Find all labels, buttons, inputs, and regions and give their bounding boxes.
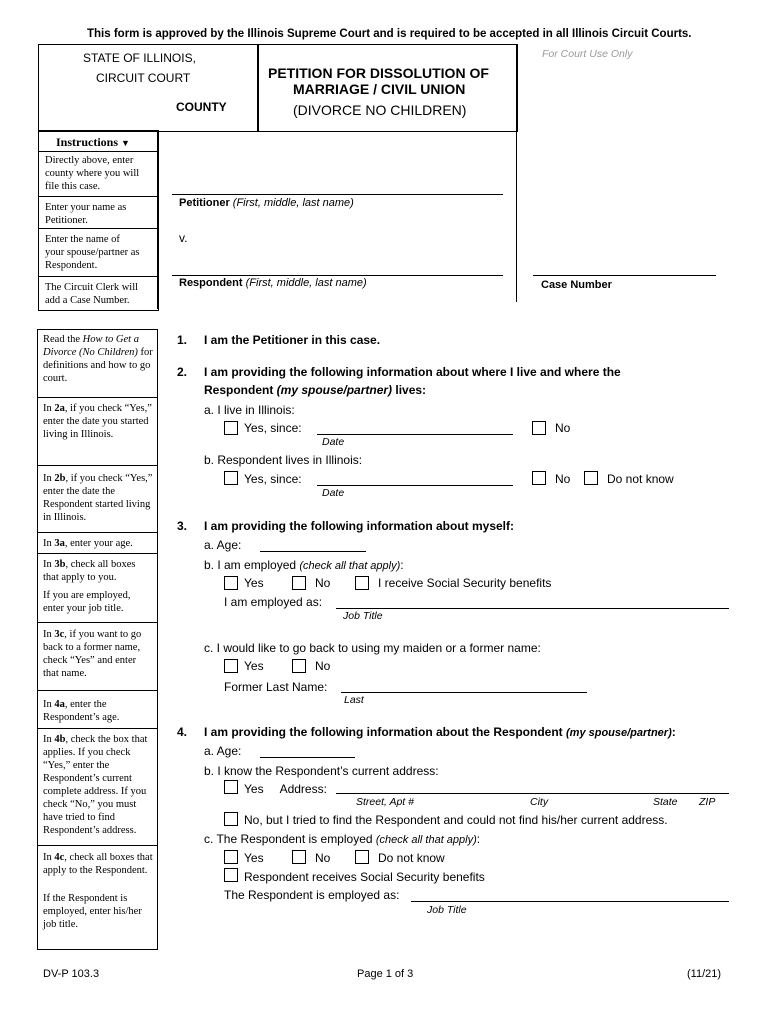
ref: 4c xyxy=(54,852,65,863)
text: c. The Respondent is employed xyxy=(204,832,376,846)
sidebar-note-1 xyxy=(43,333,153,385)
text: , if you check “Yes,” enter the date you started living in Illinois. xyxy=(43,403,152,440)
q3b-job-title-caption: Job Title xyxy=(343,610,383,622)
q4-number: 4. xyxy=(177,725,188,739)
rule xyxy=(38,151,158,152)
revision-date: (11/21) xyxy=(687,968,722,980)
q3a-age-field[interactable] xyxy=(260,537,366,552)
rule xyxy=(38,276,158,277)
instructions-toggle[interactable] xyxy=(56,135,130,150)
q4c-do-not-know-checkbox[interactable] xyxy=(355,850,369,864)
q3b-yes-label: Yes xyxy=(244,576,264,590)
q3c-former-name-label: Former Last Name: xyxy=(224,680,328,694)
circuit-court-label: CIRCUIT COURT xyxy=(96,71,191,85)
text: b. I am employed xyxy=(204,558,300,572)
text: In xyxy=(43,559,55,570)
q4b-label: b. I know the Respondent’s current address: xyxy=(204,764,439,778)
ref: 2b xyxy=(54,473,66,484)
q3b-label xyxy=(204,558,404,573)
ref: 4b xyxy=(54,734,66,745)
q3c-no-label: No xyxy=(315,659,331,673)
q2b-no-label: No xyxy=(555,472,571,486)
text: In xyxy=(43,699,55,710)
court-use-label: For Court Use Only xyxy=(542,48,633,60)
form-subtitle: (DIVORCE NO CHILDREN) xyxy=(293,102,467,118)
q3-text: I am providing the following information about myself: xyxy=(204,519,515,533)
sidebar-note-4c-extra: If the Respondent is employed, enter his/her job title. xyxy=(43,893,142,930)
q4c-do-not-know-label: Do not know xyxy=(378,851,445,865)
q2a-label: a. I live in Illinois: xyxy=(204,403,295,417)
sidebar-note-3b xyxy=(43,558,153,584)
q4a-age-field[interactable] xyxy=(260,743,355,758)
sidebar-note-4a xyxy=(43,698,153,724)
rule xyxy=(37,397,157,398)
q2b-yes-checkbox[interactable] xyxy=(224,471,238,485)
petitioner-caption xyxy=(179,197,354,209)
q4b-address-label: Yes Address: xyxy=(244,782,327,796)
q4c-no-checkbox[interactable] xyxy=(292,850,306,864)
ref: 4a xyxy=(54,699,65,710)
q4b-yes-checkbox[interactable] xyxy=(224,780,238,794)
respondent-label: Respondent xyxy=(179,277,243,289)
q2b-date-field[interactable] xyxy=(317,471,513,486)
q4c-label xyxy=(204,832,480,847)
instruction-case-number: The Circuit Clerk will add a Case Number. xyxy=(45,282,139,306)
text: , if you want to go back to a former name, check “Yes” and enter that name. xyxy=(43,629,142,679)
page-number: Page 1 of 3 xyxy=(357,968,414,980)
q2a-no-checkbox[interactable] xyxy=(532,421,546,435)
q2b-no-checkbox[interactable] xyxy=(532,471,546,485)
text: lives: xyxy=(392,383,427,397)
q4c-ssb-label: Respondent receives Social Security benefits xyxy=(244,870,485,884)
sidebar-note-3c xyxy=(43,628,153,680)
ref: 3c xyxy=(54,629,65,640)
versus-label: v. xyxy=(179,231,188,245)
instruction-respondent: Enter the name of your spouse/partner as Respondent. xyxy=(45,234,140,271)
text: I am providing the following information about the Respondent xyxy=(204,725,566,739)
hint: (my spouse/partner) xyxy=(276,383,393,397)
sidebar-note-2a xyxy=(43,402,153,441)
q2-text-line1: I am providing the following information about where I live and where the xyxy=(204,365,621,379)
petitioner-label: Petitioner xyxy=(179,197,230,209)
q4a-label: a. Age: xyxy=(204,744,242,758)
q2-text-line2 xyxy=(204,383,426,397)
text: , enter your age. xyxy=(64,538,133,549)
rule xyxy=(37,622,157,623)
q4c-yes-checkbox[interactable] xyxy=(224,850,238,864)
court-use-divider xyxy=(516,44,517,302)
q3b-no-label: No xyxy=(315,576,331,590)
text: In xyxy=(43,403,55,414)
text: In xyxy=(43,538,55,549)
q2a-date-caption: Date xyxy=(322,436,345,448)
county-label: COUNTY xyxy=(176,100,227,114)
q4c-yes-label: Yes xyxy=(244,851,264,865)
q4c-job-title-caption: Job Title xyxy=(427,904,467,916)
q4c-employed-as-label: The Respondent is employed as: xyxy=(224,888,400,902)
rule xyxy=(37,845,157,846)
sidebar-note-3b-extra: If you are employed, enter your job title. xyxy=(43,590,131,614)
q3b-ssb-checkbox[interactable] xyxy=(355,576,369,590)
rule xyxy=(38,196,158,197)
q3c-former-name-field[interactable] xyxy=(341,678,587,693)
case-number-label: Case Number xyxy=(541,279,612,291)
petitioner-hint: (First, middle, last name) xyxy=(232,197,354,209)
q3-number: 3. xyxy=(177,519,188,533)
q3b-no-checkbox[interactable] xyxy=(292,576,306,590)
rule xyxy=(37,728,157,729)
text: , check all boxes that apply to the Respondent. xyxy=(43,852,153,876)
q2b-label: b. Respondent lives in Illinois: xyxy=(204,453,363,467)
text: Respondent xyxy=(204,383,277,397)
q4c-no-label: No xyxy=(315,851,331,865)
ref: 2a xyxy=(54,403,65,414)
petitioner-name-field[interactable] xyxy=(172,180,503,195)
text: In xyxy=(43,473,55,484)
q2a-yes-since-label: Yes, since: xyxy=(244,421,302,435)
q2b-do-not-know-label: Do not know xyxy=(607,472,674,486)
state-label: STATE OF ILLINOIS, xyxy=(83,51,196,65)
guide-title: How to Get a Divorce (No Children) xyxy=(43,334,139,358)
text: , check the box that applies. If you check “Yes,” enter the Respondent’s current complete address. If you check “No,” you must have tried to find Respondent’s address. xyxy=(43,734,148,836)
respondent-caption xyxy=(179,277,367,289)
q4b-no-label: No, but I tried to find the Respondent and could not find his/her current address. xyxy=(244,813,668,827)
q3b-employed-as-label: I am employed as: xyxy=(224,595,323,609)
sidebar-note-4c xyxy=(43,851,153,877)
rule xyxy=(37,690,157,691)
text: , enter the Respondent’s age. xyxy=(43,699,120,723)
rule xyxy=(37,465,157,466)
q3c-yes-label: Yes xyxy=(244,659,264,673)
q2a-yes-checkbox[interactable] xyxy=(224,421,238,435)
rule xyxy=(37,532,157,533)
text: , if you check “Yes,” enter the date the Respondent started living in Illinois. xyxy=(43,473,153,523)
q2b-date-caption: Date xyxy=(322,487,345,499)
state-caption: State xyxy=(653,796,678,808)
q3c-no-checkbox[interactable] xyxy=(292,659,306,673)
rule xyxy=(37,553,157,554)
text: for definitions and how to go court. xyxy=(43,347,153,384)
text: In xyxy=(43,629,55,640)
q4c-job-title-field[interactable] xyxy=(411,887,729,902)
form-title-line1: PETITION FOR DISSOLUTION OF xyxy=(268,65,489,81)
text: In xyxy=(43,734,55,745)
q1-text: I am the Petitioner in this case. xyxy=(204,333,381,347)
q3b-job-title-field[interactable] xyxy=(336,594,729,609)
case-number-field[interactable] xyxy=(533,261,716,276)
form-title-line2: MARRIAGE / CIVIL UNION xyxy=(293,81,466,97)
q2a-date-field[interactable] xyxy=(317,420,513,435)
q3c-yes-checkbox[interactable] xyxy=(224,659,238,673)
hint: (my spouse/partner) xyxy=(566,727,672,739)
text: Read the xyxy=(43,334,83,345)
text: : xyxy=(400,558,404,572)
q4c-ssb-checkbox[interactable] xyxy=(224,868,238,882)
q2-number: 2. xyxy=(177,365,188,379)
q4-text xyxy=(204,725,676,740)
zip-caption: ZIP xyxy=(699,796,716,808)
q2a-no-label: No xyxy=(555,421,571,435)
street-caption: Street, Apt # xyxy=(356,796,414,808)
q3b-ssb-label: I receive Social Security benefits xyxy=(378,576,552,590)
text: In xyxy=(43,852,55,863)
q2b-yes-since-label: Yes, since: xyxy=(244,472,302,486)
sidebar-note-2b xyxy=(43,472,153,524)
q3a-label: a. Age: xyxy=(204,538,242,552)
sidebar-note-4b xyxy=(43,733,153,837)
respondent-name-field[interactable] xyxy=(172,261,503,276)
q3c-label: c. I would like to go back to using my maiden or a former name: xyxy=(204,641,541,655)
sidebar-note-3a xyxy=(43,537,153,550)
hint: (check all that apply) xyxy=(375,834,477,846)
q3b-yes-checkbox[interactable] xyxy=(224,576,238,590)
instructions-divider xyxy=(157,130,158,309)
text: , check all boxes that apply to you. xyxy=(43,559,136,583)
ref: 3b xyxy=(54,559,66,570)
q3c-last-caption: Last xyxy=(344,694,364,706)
form-id: DV-P 103.3 xyxy=(43,968,100,980)
respondent-hint: (First, middle, last name) xyxy=(245,277,367,289)
q1-number: 1. xyxy=(177,333,188,347)
instructions-heading: Instructions xyxy=(56,135,119,149)
hint: (check all that apply) xyxy=(299,560,401,572)
ref: 3a xyxy=(54,538,65,549)
q4b-address-field[interactable] xyxy=(336,779,729,794)
instruction-petitioner: Enter your name as Petitioner. xyxy=(45,202,127,226)
caret-down-icon: ▼ xyxy=(121,138,130,148)
text: : xyxy=(476,832,481,846)
city-caption: City xyxy=(530,796,549,808)
q2b-do-not-know-checkbox[interactable] xyxy=(584,471,598,485)
rule xyxy=(38,228,158,229)
q4b-no-checkbox[interactable] xyxy=(224,812,238,826)
approval-banner: This form is approved by the Illinois Supreme Court and is required to be accepted in all Illinois Circuit Courts. xyxy=(87,28,692,40)
text: : xyxy=(671,725,676,739)
instruction-county: Directly above, enter county where you will file this case. xyxy=(45,155,140,192)
